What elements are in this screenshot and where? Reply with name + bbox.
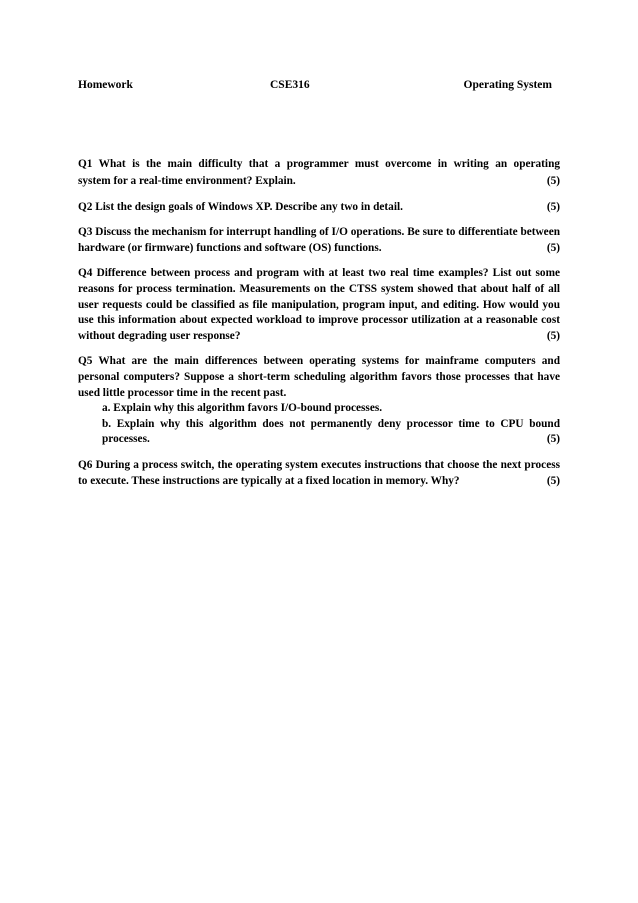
question-q4 (78, 266, 560, 344)
question-q1 (78, 155, 560, 190)
question-q2 (78, 200, 560, 216)
header-subject: Operating System (463, 79, 552, 91)
question-q5-text: Q5 What are the main differences between operating systems for mainframe computers and personal computers? Suppose a short-term scheduling algorithm favors those processes that have used little processor time in the recent past. (78, 355, 560, 399)
question-q1-marks: (5) (546, 175, 560, 187)
question-q3 (78, 225, 560, 256)
question-list (78, 155, 560, 499)
question-q4-marks: (5) (546, 329, 560, 342)
question-q2-marks: (5) (546, 200, 560, 213)
question-q5-sub-b: b. Explain why this algorithm does not permanently deny processor time to CPU bound processes. (102, 417, 560, 446)
question-q3-text: Q3 Discuss the mechanism for interrupt handling of I/O operations. Be sure to differentiate between hardware (or firmware) functions and software (OS) functions. (78, 226, 560, 254)
question-q5-sub-b-wrap (78, 417, 560, 448)
question-q2-text: Q2 List the design goals of Windows XP. Describe any two in detail. (78, 200, 403, 213)
question-q5-marks: (5) (546, 433, 560, 446)
question-q6-text: Q6 During a process switch, the operating system executes instructions that choose the next process to execute. These instructions are typically at a fixed location in memory. Why? (78, 458, 560, 487)
question-q5 (78, 354, 560, 448)
question-q5-sub-a: a. Explain why this algorithm favors I/O-bound processes. (102, 402, 383, 415)
question-q6-marks: (5) (546, 474, 560, 487)
question-q1-line2: system for a real-time environment? Explain. (78, 175, 296, 187)
header-left-homework: Homework (78, 79, 133, 91)
question-q3-marks: (5) (546, 241, 560, 254)
question-q4-text: Q4 Difference between process and program with at least two real time examples? List out some reasons for process termination. Measurements on the CTSS system showed that about half of all user requests could be classified as file manipulation, program input, and editing. How would you use this information about expected workload to improve processor utilization at a reasonable cost without degrading user response? (78, 267, 560, 342)
page-header (78, 79, 552, 95)
question-q1-line1: Q1 What is the main difficulty that a programmer must overcome in writing an operating (78, 158, 560, 170)
question-q6 (78, 458, 560, 489)
header-course-code: CSE316 (270, 79, 310, 91)
